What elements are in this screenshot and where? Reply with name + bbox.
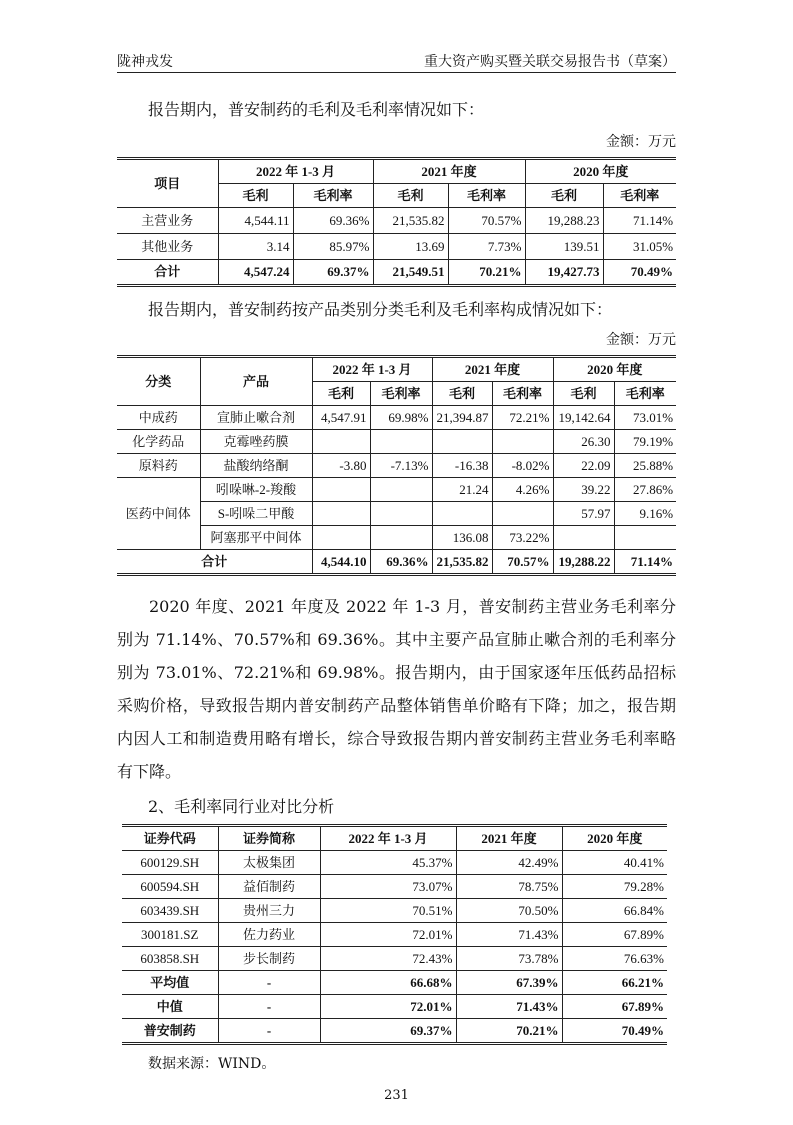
value-cell: 69.98% bbox=[370, 406, 432, 430]
value-cell: 76.63% bbox=[562, 947, 667, 971]
value-cell: 4.26% bbox=[492, 478, 553, 502]
category-cell: 医药中间体 bbox=[117, 478, 200, 550]
table-row bbox=[122, 923, 667, 947]
value-cell: 85.97% bbox=[293, 234, 373, 260]
summary-row bbox=[122, 995, 667, 1019]
industry-comparison-table bbox=[122, 824, 667, 1045]
row-label: 主营业务 bbox=[117, 208, 218, 234]
unit-label-2: 金额：万元 bbox=[606, 332, 676, 348]
value-cell: 71.43% bbox=[456, 995, 562, 1019]
source-note: 数据来源：WIND。 bbox=[148, 1056, 276, 1072]
value-cell bbox=[312, 526, 370, 550]
header-row bbox=[122, 826, 667, 851]
value-cell: 73.78% bbox=[456, 947, 562, 971]
value-cell: 70.49% bbox=[603, 260, 676, 286]
column-header: 分类 bbox=[117, 357, 200, 406]
value-cell: 67.89% bbox=[562, 923, 667, 947]
value-cell: - bbox=[218, 971, 320, 995]
product-cell: S-吲哚二甲酸 bbox=[200, 502, 312, 526]
value-cell: 31.05% bbox=[603, 234, 676, 260]
column-header: 项目 bbox=[117, 159, 218, 208]
intro-paragraph-1: 报告期内，普安制药的毛利及毛利率情况如下： bbox=[148, 100, 485, 119]
value-cell bbox=[370, 430, 432, 454]
table-row bbox=[117, 406, 676, 430]
column-header: 证券代码 bbox=[122, 826, 218, 851]
table-row bbox=[117, 478, 676, 502]
period-header: 2020 年度 bbox=[553, 357, 676, 382]
subheader: 毛利 bbox=[373, 184, 448, 208]
value-cell: 19,427.73 bbox=[525, 260, 603, 286]
product-cell: 宣肺止嗽合剂 bbox=[200, 406, 312, 430]
value-cell: 22.09 bbox=[553, 454, 614, 478]
value-cell: 4,547.91 bbox=[312, 406, 370, 430]
subheader: 毛利率 bbox=[448, 184, 525, 208]
stock-name: 太极集团 bbox=[218, 851, 320, 875]
value-cell bbox=[432, 502, 492, 526]
value-cell: 69.36% bbox=[293, 208, 373, 234]
value-cell: 4,544.11 bbox=[218, 208, 293, 234]
value-cell: 70.57% bbox=[492, 550, 553, 575]
value-cell bbox=[312, 478, 370, 502]
value-cell: 40.41% bbox=[562, 851, 667, 875]
stock-name: 佐力药业 bbox=[218, 923, 320, 947]
value-cell: 71.14% bbox=[603, 208, 676, 234]
category-cell: 原料药 bbox=[117, 454, 200, 478]
column-header: 2021 年度 bbox=[456, 826, 562, 851]
header-left: 陇神戎发 bbox=[117, 54, 173, 70]
total-row bbox=[117, 550, 676, 575]
value-cell bbox=[553, 526, 614, 550]
value-cell: 79.19% bbox=[614, 430, 676, 454]
value-cell: 26.30 bbox=[553, 430, 614, 454]
stock-name: 步长制药 bbox=[218, 947, 320, 971]
value-cell bbox=[370, 526, 432, 550]
table-row bbox=[117, 454, 676, 478]
table-row bbox=[122, 899, 667, 923]
value-cell: 21,549.51 bbox=[373, 260, 448, 286]
product-cell: 盐酸纳络酮 bbox=[200, 454, 312, 478]
column-header: 2020 年度 bbox=[562, 826, 667, 851]
subheader: 毛利 bbox=[525, 184, 603, 208]
value-cell: 21,394.87 bbox=[432, 406, 492, 430]
table-row bbox=[117, 526, 676, 550]
value-cell bbox=[432, 430, 492, 454]
value-cell: 42.49% bbox=[456, 851, 562, 875]
value-cell: 69.37% bbox=[293, 260, 373, 286]
subheader: 毛利率 bbox=[492, 382, 553, 406]
value-cell: 78.75% bbox=[456, 875, 562, 899]
period-header: 2020 年度 bbox=[525, 159, 676, 184]
period-header: 2022 年 1-3 月 bbox=[218, 159, 373, 184]
value-cell bbox=[614, 526, 676, 550]
value-cell: 45.37% bbox=[320, 851, 456, 875]
table-row bbox=[122, 851, 667, 875]
subheader: 毛利率 bbox=[293, 184, 373, 208]
value-cell: -16.38 bbox=[432, 454, 492, 478]
stock-name: 益佰制药 bbox=[218, 875, 320, 899]
product-cell: 克霉唑药膜 bbox=[200, 430, 312, 454]
value-cell: 57.97 bbox=[553, 502, 614, 526]
table-row bbox=[117, 234, 676, 260]
period-header: 2022 年 1-3 月 bbox=[312, 357, 432, 382]
value-cell: 19,288.22 bbox=[553, 550, 614, 575]
product-gross-profit-table bbox=[117, 355, 676, 576]
value-cell: 73.22% bbox=[492, 526, 553, 550]
product-cell: 阿塞那平中间体 bbox=[200, 526, 312, 550]
value-cell: 4,547.24 bbox=[218, 260, 293, 286]
value-cell: 72.01% bbox=[320, 923, 456, 947]
row-label: 普安制药 bbox=[122, 1019, 218, 1044]
product-cell: 吲哚啉-2-羧酸 bbox=[200, 478, 312, 502]
section-heading: 2、毛利率同行业对比分析 bbox=[148, 797, 335, 816]
value-cell: 66.84% bbox=[562, 899, 667, 923]
intro-paragraph-2: 报告期内，普安制药按产品类别分类毛利及毛利率构成情况如下： bbox=[148, 300, 613, 319]
value-cell: 25.88% bbox=[614, 454, 676, 478]
value-cell: 136.08 bbox=[432, 526, 492, 550]
page-number: 231 bbox=[384, 1088, 409, 1103]
value-cell: 70.57% bbox=[448, 208, 525, 234]
value-cell: 71.43% bbox=[456, 923, 562, 947]
value-cell: 69.37% bbox=[320, 1019, 456, 1044]
subheader: 毛利 bbox=[312, 382, 370, 406]
document-page bbox=[117, 0, 676, 1125]
stock-code: 600129.SH bbox=[122, 851, 218, 875]
stock-code: 600594.SH bbox=[122, 875, 218, 899]
value-cell bbox=[370, 502, 432, 526]
value-cell: 73.01% bbox=[614, 406, 676, 430]
subheader: 毛利 bbox=[553, 382, 614, 406]
value-cell: 70.50% bbox=[456, 899, 562, 923]
value-cell: 70.51% bbox=[320, 899, 456, 923]
row-label: 中值 bbox=[122, 995, 218, 1019]
subheader: 毛利 bbox=[432, 382, 492, 406]
unit-label-1: 金额：万元 bbox=[606, 134, 676, 150]
value-cell bbox=[492, 430, 553, 454]
value-cell: - bbox=[218, 995, 320, 1019]
value-cell: -3.80 bbox=[312, 454, 370, 478]
column-header: 产品 bbox=[200, 357, 312, 406]
value-cell: 19,142.64 bbox=[553, 406, 614, 430]
stock-code: 603858.SH bbox=[122, 947, 218, 971]
subheader: 毛利率 bbox=[370, 382, 432, 406]
summary-row bbox=[122, 971, 667, 995]
value-cell: 139.51 bbox=[525, 234, 603, 260]
column-header: 证券简称 bbox=[218, 826, 320, 851]
value-cell: 21,535.82 bbox=[373, 208, 448, 234]
subheader: 毛利率 bbox=[614, 382, 676, 406]
category-cell: 化学药品 bbox=[117, 430, 200, 454]
value-cell: 27.86% bbox=[614, 478, 676, 502]
value-cell: 4,544.10 bbox=[312, 550, 370, 575]
value-cell: 69.36% bbox=[370, 550, 432, 575]
subheader: 毛利率 bbox=[603, 184, 676, 208]
value-cell: 67.89% bbox=[562, 995, 667, 1019]
value-cell: 70.21% bbox=[448, 260, 525, 286]
value-cell: 71.14% bbox=[614, 550, 676, 575]
header-right: 重大资产购买暨关联交易报告书（草案） bbox=[424, 54, 676, 70]
value-cell: 66.21% bbox=[562, 971, 667, 995]
stock-code: 603439.SH bbox=[122, 899, 218, 923]
value-cell: 9.16% bbox=[614, 502, 676, 526]
value-cell: 21,535.82 bbox=[432, 550, 492, 575]
value-cell: 19,288.23 bbox=[525, 208, 603, 234]
header-row bbox=[117, 159, 676, 184]
header-row bbox=[117, 357, 676, 382]
value-cell bbox=[312, 502, 370, 526]
value-cell: 13.69 bbox=[373, 234, 448, 260]
summary-row bbox=[122, 1019, 667, 1044]
subheader: 毛利 bbox=[218, 184, 293, 208]
value-cell: 70.49% bbox=[562, 1019, 667, 1044]
gross-profit-table bbox=[117, 157, 676, 287]
analysis-paragraph: 2020 年度、2021 年度及 2022 年 1-3 月，普安制药主营业务毛利率分别为 71.14%、70.57%和 69.36%。其中主要产品宣肺止嗽合剂的毛利率分别为 73.01%、72.21%和 69.98%。报告期内，由于国家逐年压低药品招标采购价格，导致报告期内普安制药产品整体销售单价略有下降；加之，报告期内因人工和制造费用略有增长，综合导致报告期内普安制药主营业务毛利率略有下降。 bbox=[117, 597, 676, 781]
value-cell: 72.01% bbox=[320, 995, 456, 1019]
period-header: 2021 年度 bbox=[373, 159, 525, 184]
table-row bbox=[117, 502, 676, 526]
stock-name: 贵州三力 bbox=[218, 899, 320, 923]
value-cell bbox=[312, 430, 370, 454]
value-cell: 73.07% bbox=[320, 875, 456, 899]
row-label: 合计 bbox=[117, 550, 312, 575]
table-row bbox=[117, 208, 676, 234]
value-cell bbox=[492, 502, 553, 526]
row-label: 合计 bbox=[117, 260, 218, 286]
value-cell: 79.28% bbox=[562, 875, 667, 899]
value-cell: 72.21% bbox=[492, 406, 553, 430]
total-row bbox=[117, 260, 676, 286]
table-row bbox=[122, 947, 667, 971]
stock-code: 300181.SZ bbox=[122, 923, 218, 947]
table-row bbox=[122, 875, 667, 899]
value-cell: -7.13% bbox=[370, 454, 432, 478]
value-cell: 70.21% bbox=[456, 1019, 562, 1044]
column-header: 2022 年 1-3 月 bbox=[320, 826, 456, 851]
value-cell: 39.22 bbox=[553, 478, 614, 502]
category-cell: 中成药 bbox=[117, 406, 200, 430]
value-cell bbox=[370, 478, 432, 502]
value-cell: - bbox=[218, 1019, 320, 1044]
value-cell: -8.02% bbox=[492, 454, 553, 478]
value-cell: 67.39% bbox=[456, 971, 562, 995]
value-cell: 3.14 bbox=[218, 234, 293, 260]
period-header: 2021 年度 bbox=[432, 357, 553, 382]
row-label: 平均值 bbox=[122, 971, 218, 995]
value-cell: 72.43% bbox=[320, 947, 456, 971]
value-cell: 7.73% bbox=[448, 234, 525, 260]
value-cell: 66.68% bbox=[320, 971, 456, 995]
page-header bbox=[117, 48, 676, 73]
row-label: 其他业务 bbox=[117, 234, 218, 260]
table-row bbox=[117, 430, 676, 454]
value-cell: 21.24 bbox=[432, 478, 492, 502]
